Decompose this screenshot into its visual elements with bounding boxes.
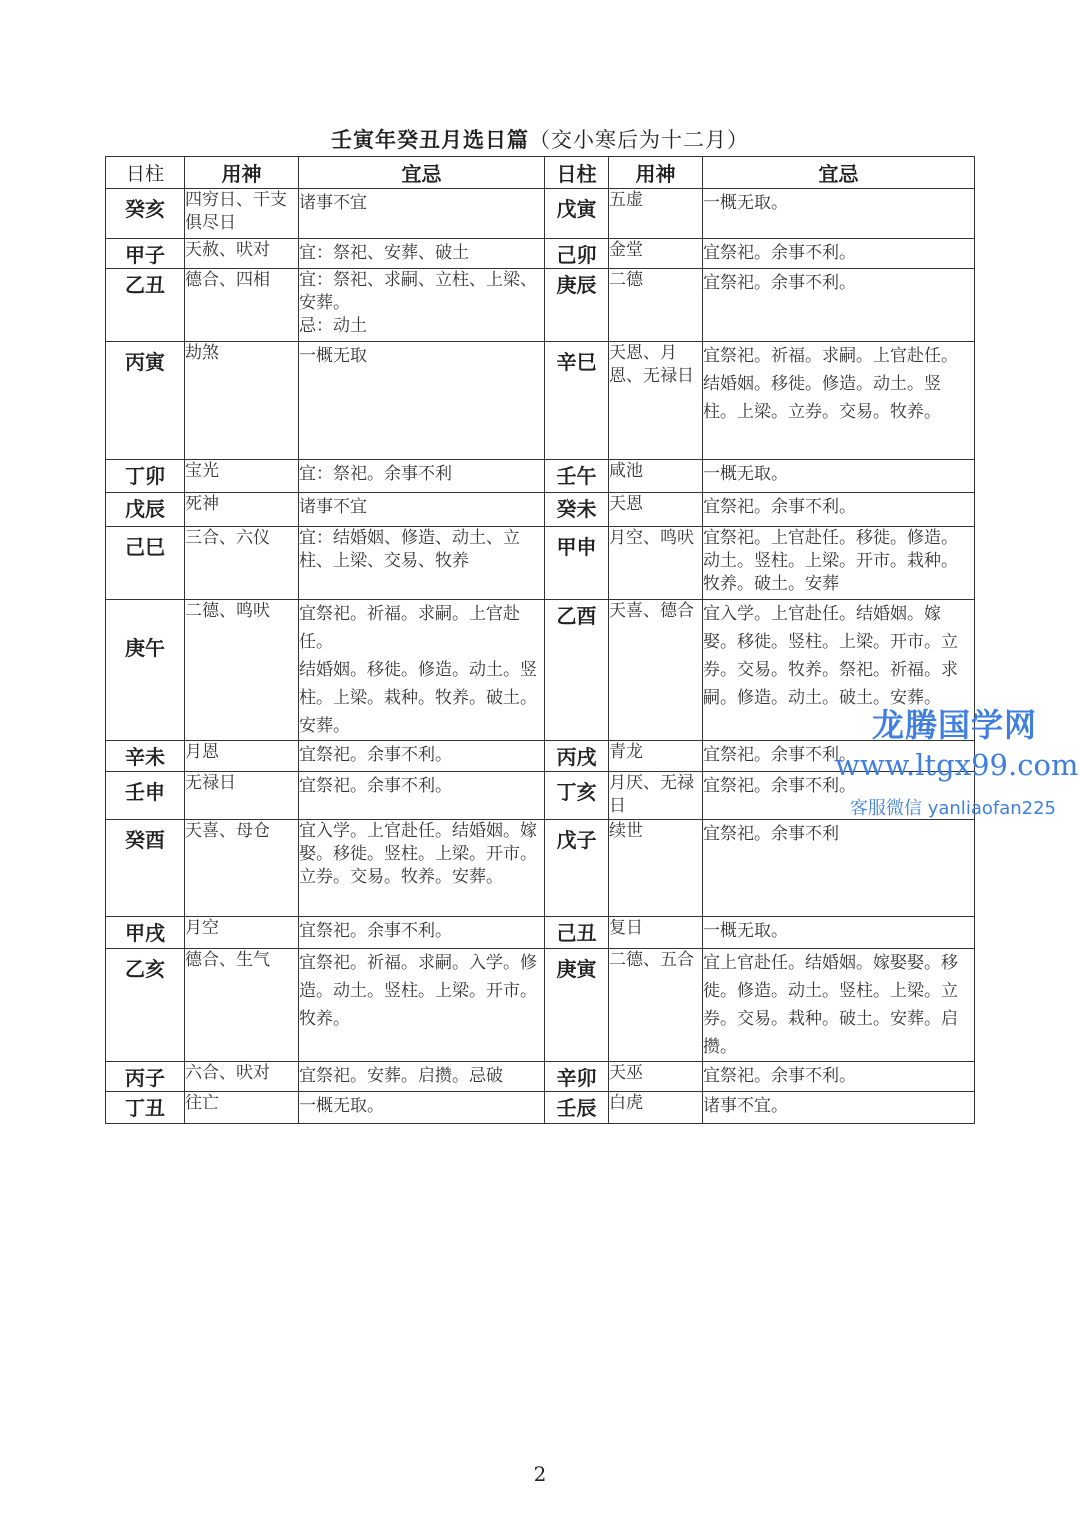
- yiji-cell: [299, 269, 545, 342]
- day-pillar: 丙寅: [106, 342, 185, 460]
- god-cell: 复日: [609, 917, 703, 949]
- yiji-cell: 宜：祭祀。余事不利: [299, 460, 545, 493]
- table-row: [106, 493, 975, 527]
- yiji-cell: 宜祭祀。余事不利。: [299, 917, 545, 949]
- header-god-left: 用神: [185, 157, 299, 189]
- header-yiji-left: 宜忌: [299, 157, 545, 189]
- day-pillar: 丁亥: [545, 772, 609, 820]
- god-cell: 月空、鸣吠: [609, 527, 703, 600]
- day-pillar: 乙丑: [106, 269, 185, 342]
- yiji-cell: 宜：祭祀、安葬、破土: [299, 239, 545, 269]
- god-cell: 天恩: [609, 493, 703, 527]
- yiji-cell: 宜入学。上官赴任。结婚姻。嫁娶。移徙。竖柱。上梁。开市。立券。交易。牧养。祭祀。祈福。求嗣。修造。动土。破土。安葬。: [703, 600, 975, 741]
- day-pillar: 癸亥: [106, 189, 185, 239]
- day-pillar: 甲申: [545, 527, 609, 600]
- yiji-cell: 宜祭祀。余事不利: [703, 820, 975, 917]
- day-pillar: 己丑: [545, 917, 609, 949]
- day-pillar: 庚寅: [545, 949, 609, 1062]
- yiji-cell: 宜祭祀。余事不利。: [703, 239, 975, 269]
- god-cell: 青龙: [609, 741, 703, 772]
- table-row: [106, 460, 975, 493]
- title-sub: （交小寒后为十二月）: [529, 128, 749, 152]
- table-row: [106, 269, 975, 342]
- title-main: 壬寅年癸丑月选日篇: [331, 128, 529, 152]
- yiji-line: 结婚姻。移徙。修造。动土。竖柱。上梁。栽种。牧养。破土。安葬。: [299, 660, 537, 736]
- god-cell: 德合、四相: [185, 269, 299, 342]
- god-cell: 五虚: [609, 189, 703, 239]
- yiji-cell: 一概无取。: [703, 189, 975, 239]
- table-row: [106, 820, 975, 917]
- yiji-cell: 一概无取。: [703, 460, 975, 493]
- day-pillar: 戊寅: [545, 189, 609, 239]
- day-pillar: 辛巳: [545, 342, 609, 460]
- god-cell: 无禄日: [185, 772, 299, 820]
- yiji-cell: 诸事不宜: [299, 493, 545, 527]
- god-cell: 金堂: [609, 239, 703, 269]
- yiji-cell: 一概无取: [299, 342, 545, 460]
- table-header-row: [106, 157, 975, 189]
- yiji-cell: 宜祭祀。余事不利。: [703, 1062, 975, 1092]
- yiji-cell: 宜祭祀。余事不利。: [299, 772, 545, 820]
- yiji-cell: 宜上官赴任。结婚姻。嫁娶娶。移徙。修造。动土。竖柱。上梁。立券。交易。栽种。破土。安葬。启攒。: [703, 949, 975, 1062]
- watermark-url: www.ltgx99.com: [835, 748, 1079, 782]
- day-pillar: 庚辰: [545, 269, 609, 342]
- yiji-cell: 宜祭祀。余事不利。: [703, 269, 975, 342]
- yiji-line: 忌：动土: [299, 316, 367, 336]
- yiji-line: 宜祭祀。祈福。求嗣。上官赴任。: [299, 604, 520, 652]
- day-pillar: 丙戌: [545, 741, 609, 772]
- day-selection-table: [105, 156, 975, 1124]
- yiji-cell: 宜祭祀。祈福。求嗣。上官赴任。结婚姻。移徙。修造。动土。竖柱。上梁。立券。交易。牧养。: [703, 342, 975, 460]
- day-pillar: 庚午: [106, 600, 185, 741]
- yiji-cell: 宜：结婚姻、修造、动土、立柱、上梁、交易、牧养: [299, 527, 545, 600]
- table-row: [106, 342, 975, 460]
- day-pillar: 戊辰: [106, 493, 185, 527]
- god-cell: 天喜、德合: [609, 600, 703, 741]
- god-cell: 月空: [185, 917, 299, 949]
- day-pillar: 壬申: [106, 772, 185, 820]
- god-cell: 天赦、吠对: [185, 239, 299, 269]
- table-row: [106, 949, 975, 1062]
- table-row: [106, 189, 975, 239]
- god-cell: 天喜、母仓: [185, 820, 299, 917]
- day-pillar: 丙子: [106, 1062, 185, 1092]
- day-pillar: 癸未: [545, 493, 609, 527]
- yiji-cell: 宜祭祀。祈福。求嗣。入学。修造。动土。竖柱。上梁。开市。牧养。: [299, 949, 545, 1062]
- yiji-cell: 宜祭祀。余事不利。: [703, 493, 975, 527]
- yiji-cell: 一概无取。: [299, 1092, 545, 1124]
- day-pillar: 壬辰: [545, 1092, 609, 1124]
- day-pillar: 癸酉: [106, 820, 185, 917]
- yiji-line: 宜：祭祀、求嗣、立柱、上梁、安葬。: [299, 270, 537, 313]
- yiji-cell: 宜祭祀。余事不利。: [299, 741, 545, 772]
- god-cell: 白虎: [609, 1092, 703, 1124]
- yiji-cell: 宜入学。上官赴任。结婚姻。嫁娶。移徙。竖柱。上梁。开市。立券。交易。牧养。安葬。: [299, 820, 545, 917]
- table-row: [106, 917, 975, 949]
- day-pillar: 戊子: [545, 820, 609, 917]
- day-pillar: 丁丑: [106, 1092, 185, 1124]
- god-cell: 二德: [609, 269, 703, 342]
- god-cell: 续世: [609, 820, 703, 917]
- day-pillar: 己卯: [545, 239, 609, 269]
- table-row: [106, 239, 975, 269]
- yiji-cell: 诸事不宜。: [703, 1092, 975, 1124]
- god-cell: 月厌、无禄日: [609, 772, 703, 820]
- god-cell: 往亡: [185, 1092, 299, 1124]
- yiji-cell: 宜祭祀。余事不利。: [703, 772, 975, 820]
- god-cell: 月恩: [185, 741, 299, 772]
- yiji-cell: 诸事不宜: [299, 189, 545, 239]
- header-god-right: 用神: [609, 157, 703, 189]
- yiji-cell: 宜祭祀。余事不利。: [703, 741, 975, 772]
- page-number: 2: [533, 1462, 547, 1486]
- god-cell: 咸池: [609, 460, 703, 493]
- watermark-site-name: 龙腾国学网: [872, 706, 1038, 744]
- day-pillar: 甲子: [106, 239, 185, 269]
- yiji-cell: 宜祭祀。安葬。启攒。忌破: [299, 1062, 545, 1092]
- god-cell: 四穷日、干支俱尽日: [185, 189, 299, 239]
- day-pillar: 甲戌: [106, 917, 185, 949]
- header-yiji-right: 宜忌: [703, 157, 975, 189]
- god-cell: 宝光: [185, 460, 299, 493]
- day-pillar: 丁卯: [106, 460, 185, 493]
- watermark-wechat: 客服微信 yanliaofan225: [850, 798, 1056, 819]
- day-pillar: 乙酉: [545, 600, 609, 741]
- yiji-cell: 一概无取。: [703, 917, 975, 949]
- page-title: [0, 124, 1080, 154]
- table-row: [106, 600, 975, 741]
- day-pillar: 辛未: [106, 741, 185, 772]
- day-pillar: 辛卯: [545, 1062, 609, 1092]
- header-day-left: 日柱: [106, 157, 185, 189]
- day-pillar: 己巳: [106, 527, 185, 600]
- god-cell: 天巫: [609, 1062, 703, 1092]
- god-cell: 二德、五合: [609, 949, 703, 1062]
- yiji-cell: [299, 600, 545, 741]
- table-row: [106, 527, 975, 600]
- day-pillar: 壬午: [545, 460, 609, 493]
- god-cell: 二德、鸣吠: [185, 600, 299, 741]
- god-cell: 德合、生气: [185, 949, 299, 1062]
- table-row: [106, 1062, 975, 1092]
- god-cell: 三合、六仪: [185, 527, 299, 600]
- god-cell: 劫煞: [185, 342, 299, 460]
- yiji-cell: 宜祭祀。上官赴任。移徙。修造。动土。竖柱。上梁。开市。栽种。牧养。破土。安葬: [703, 527, 975, 600]
- header-day-right: 日柱: [545, 157, 609, 189]
- day-pillar: 乙亥: [106, 949, 185, 1062]
- god-cell: 天恩、月恩、无禄日: [609, 342, 703, 460]
- table-row: [106, 1092, 975, 1124]
- god-cell: 死神: [185, 493, 299, 527]
- god-cell: 六合、吠对: [185, 1062, 299, 1092]
